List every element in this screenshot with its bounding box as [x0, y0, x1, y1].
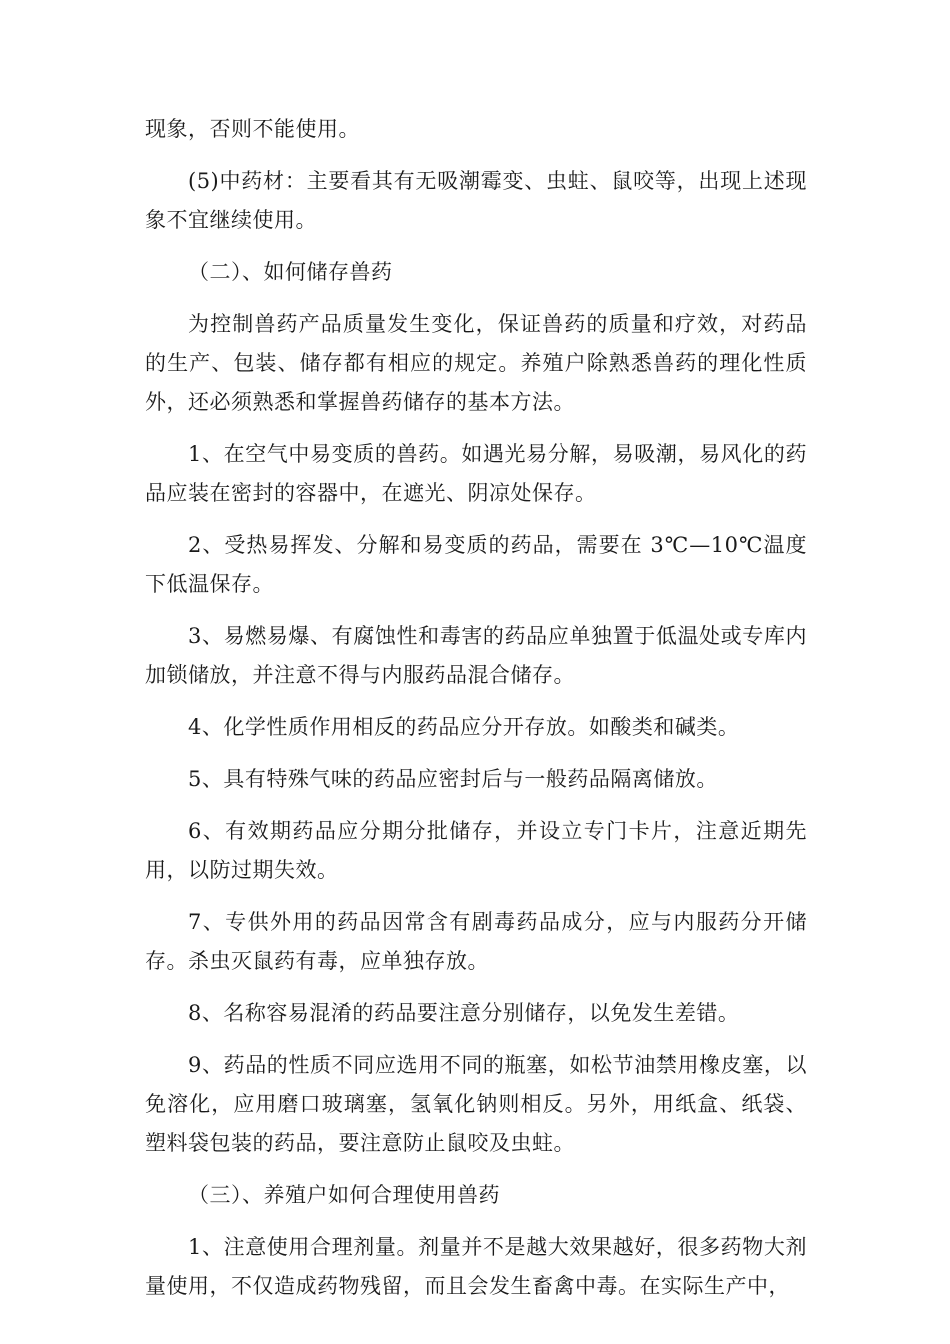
list-item-storage-7: 7、专供外用的药品因常含有剧毒药品成分，应与内服药分开储存。杀虫灭鼠药有毒，应单独存放。 [145, 910, 807, 973]
section-heading-usage: （三）、养殖户如何合理使用兽药 [188, 1183, 500, 1207]
document-body [145, 110, 807, 1319]
paragraph-chinese-herbs: (5)中药材：主要看其有无吸潮霉变、虫蛀、鼠咬等，出现上述现象不宜继续使用。 [145, 169, 807, 232]
list-item-usage-1: 1、注意使用合理剂量。剂量并不是越大效果越好，很多药物大剂量使用，不仅造成药物残留，而且会发生畜禽中毒。在实际生产中， [145, 1235, 807, 1298]
list-item-storage-2: 2、受热易挥发、分解和易变质的药品，需要在 3℃—10℃温度下低温保存。 [145, 533, 807, 596]
section-heading-storage: （二）、如何储存兽药 [188, 260, 393, 284]
list-item-storage-1: 1、在空气中易变质的兽药。如遇光易分解，易吸潮，易风化的药品应装在密封的容器中，在遮光、阴凉处保存。 [145, 442, 807, 505]
list-item-storage-5: 5、具有特殊气味的药品应密封后与一般药品隔离储放。 [188, 767, 718, 791]
list-item-storage-9: 9、药品的性质不同应选用不同的瓶塞，如松节油禁用橡皮塞，以免溶化，应用磨口玻璃塞，氢氧化钠则相反。另外，用纸盒、纸袋、塑料袋包装的药品，要注意防止鼠咬及虫蛀。 [145, 1053, 807, 1155]
list-item-storage-3: 3、易燃易爆、有腐蚀性和毒害的药品应单独置于低温处或专库内加锁储放，并注意不得与内服药品混合储存。 [145, 624, 807, 687]
paragraph-continuation: 现象，否则不能使用。 [145, 117, 360, 141]
list-item-storage-8: 8、名称容易混淆的药品要注意分别储存，以免发生差错。 [188, 1001, 740, 1025]
list-item-storage-6: 6、有效期药品应分期分批储存，并设立专门卡片，注意近期先用，以防过期失效。 [145, 819, 807, 882]
paragraph-storage-intro: 为控制兽药产品质量发生变化，保证兽药的质量和疗效，对药品的生产、包装、储存都有相应的规定。养殖户除熟悉兽药的理化性质外，还必须熟悉和掌握兽药储存的基本方法。 [145, 312, 807, 414]
list-item-storage-4: 4、化学性质作用相反的药品应分开存放。如酸类和碱类。 [188, 715, 740, 739]
